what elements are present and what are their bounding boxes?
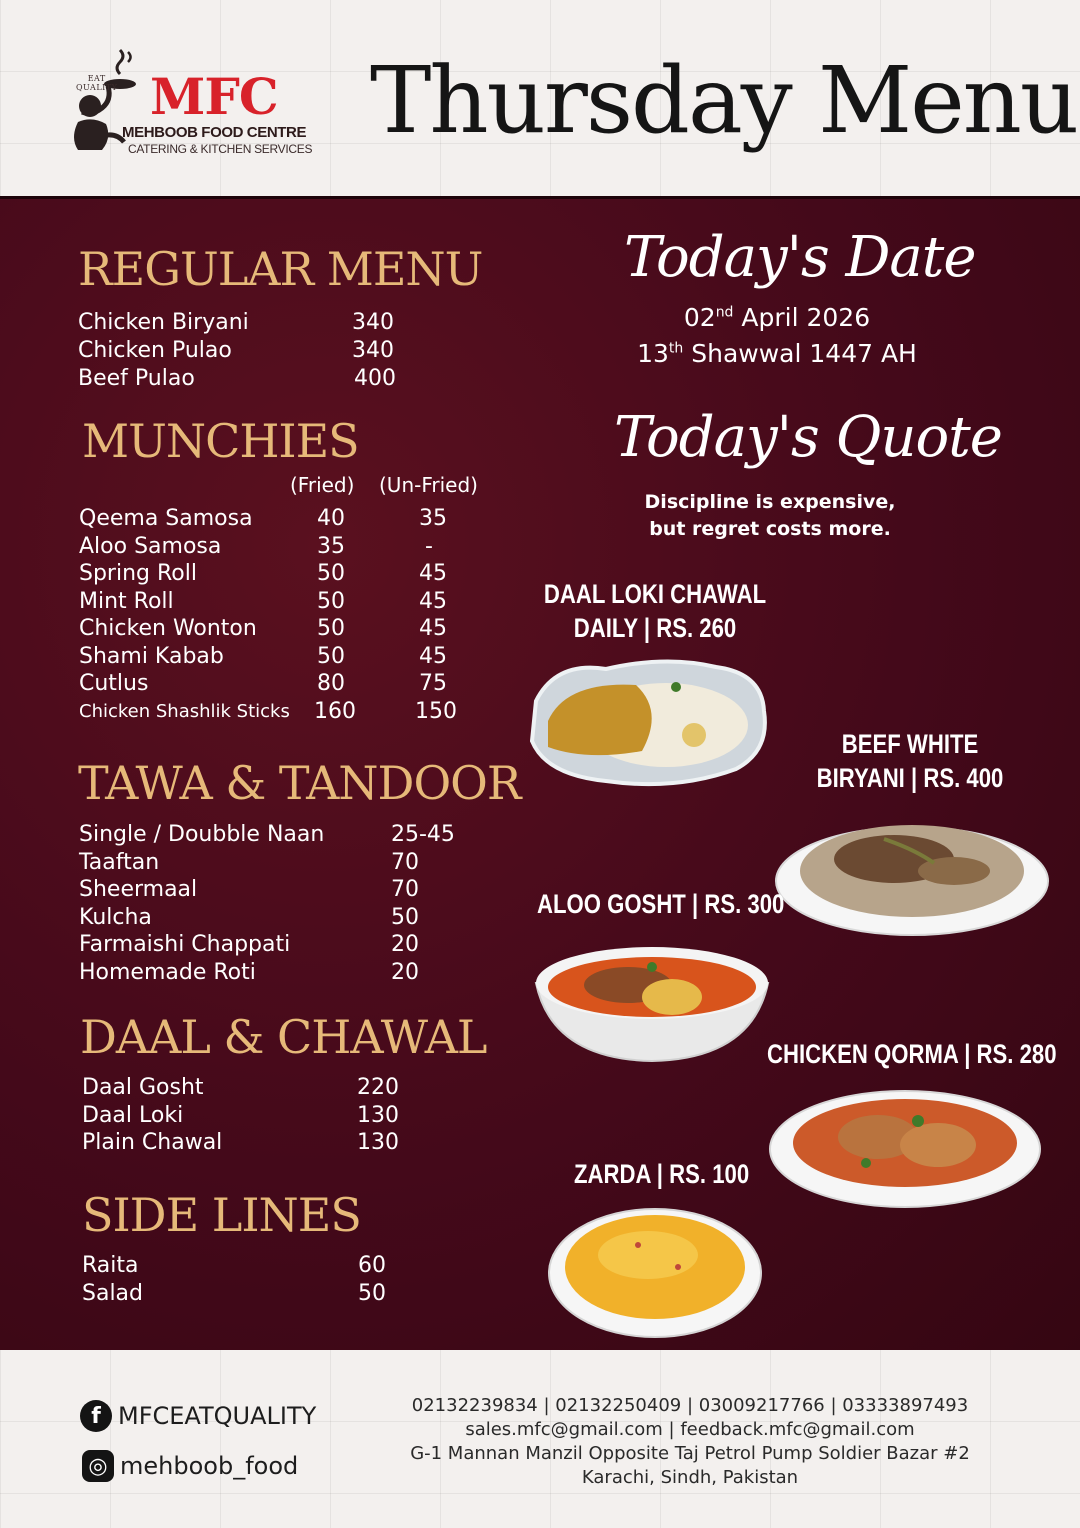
- daal-chawal-title: DAAL & CHAWAL: [80, 1010, 487, 1064]
- phone-numbers: 02132239834 | 02132250409 | 03009217766 | 03333897493: [411, 1395, 969, 1416]
- list-item: [79, 931, 559, 959]
- beef-biryani-label: [795, 727, 1025, 795]
- item-price-unfried: 45: [419, 588, 447, 614]
- item-name: Daal Gosht: [82, 1075, 204, 1100]
- chicken-qorma-dish-image: [768, 1087, 1042, 1211]
- date-month-year: April 2026: [741, 303, 871, 332]
- item-name: Chicken Biryani: [78, 310, 249, 335]
- quote-line-1: Discipline is expensive,: [644, 491, 896, 513]
- instagram-icon: ◎: [82, 1450, 114, 1482]
- contact-info: [380, 1394, 1000, 1490]
- item-price: 25-45: [391, 822, 455, 847]
- item-price-fried: 80: [317, 671, 345, 696]
- item-price-fried: 50: [317, 588, 345, 614]
- item-price: 400: [354, 366, 396, 391]
- menu-board: [0, 196, 1080, 1356]
- dish-label-line: DAAL LOKI CHAWAL: [543, 579, 767, 609]
- hijri-day: 13: [637, 339, 669, 368]
- item-price-unfried: 75: [419, 671, 447, 696]
- logo-brand: MFC: [150, 67, 278, 126]
- munchies-title: MUNCHIES: [82, 414, 359, 468]
- item-name: Farmaishi Chappati: [79, 932, 291, 958]
- item-name: Homemade Roti: [79, 960, 256, 985]
- date-day: 02: [683, 303, 716, 332]
- date-title: Today's Date: [624, 225, 976, 290]
- hijri-rest: Shawwal 1447 AH: [691, 339, 917, 368]
- date-day-suffix: nd: [715, 304, 734, 321]
- item-price-unfried: 45: [419, 561, 447, 586]
- list-item: [82, 1102, 562, 1130]
- list-item: [79, 876, 559, 904]
- item-price-fried: 35: [317, 533, 345, 559]
- item-name: Chicken Pulao: [78, 338, 232, 363]
- item-price-fried: 40: [317, 506, 345, 531]
- daal-loki-dish-image: [526, 651, 770, 791]
- address-line-2: Karachi, Sindh, Pakistan: [581, 1467, 799, 1488]
- facebook-handle-text: MFCEATQUALITY: [118, 1402, 317, 1430]
- logo-name: MEHBOOB FOOD CENTRE: [122, 124, 307, 141]
- item-price-fried: 160: [314, 698, 356, 724]
- item-price-fried: 50: [317, 561, 345, 586]
- item-name: Raita: [82, 1253, 139, 1278]
- instagram-handle-text: mehboob_food: [120, 1452, 299, 1480]
- gregorian-date: [577, 303, 977, 332]
- zarda-label: [574, 1157, 749, 1191]
- item-name: Salad: [82, 1281, 144, 1306]
- list-item: [82, 1074, 562, 1102]
- dish-label-line: ALOO GOSHT | RS. 300: [537, 889, 785, 919]
- list-item: [79, 821, 559, 849]
- dish-label-line: ZARDA | RS. 100: [574, 1159, 750, 1189]
- dish-label-line: CHICKEN QORMA | RS. 280: [767, 1039, 1057, 1069]
- logo-subtitle: CATERING & KITCHEN SERVICES: [128, 142, 313, 156]
- quote-title: Today's Quote: [614, 405, 1002, 470]
- dish-label-line: BIRYANI | RS. 400: [816, 763, 1004, 793]
- list-item: [79, 643, 559, 671]
- facebook-icon: f: [80, 1400, 112, 1432]
- item-price: 70: [391, 849, 419, 875]
- list-item: [79, 959, 559, 987]
- page-title: Thursday Menu: [370, 47, 1078, 154]
- aloo-gosht-dish-image: [532, 939, 772, 1063]
- item-price: 70: [391, 877, 419, 903]
- email-addresses: sales.mfc@gmail.com | feedback.mfc@gmail.com: [465, 1419, 915, 1440]
- mfc-logo: [62, 44, 322, 164]
- dish-label-line: DAILY | RS. 260: [573, 613, 737, 643]
- item-name: Chicken Wonton: [79, 616, 257, 641]
- beef-biryani-dish-image: [774, 809, 1050, 939]
- regular-menu-title: REGULAR MENU: [78, 242, 483, 296]
- item-name: Shami Kabab: [79, 643, 224, 669]
- list-item: [78, 337, 558, 365]
- item-price-unfried: -: [425, 533, 433, 559]
- item-price: 340: [352, 310, 394, 335]
- item-name: Qeema Samosa: [79, 506, 253, 531]
- item-price-unfried: 150: [415, 698, 457, 724]
- list-item: [82, 1129, 562, 1157]
- zarda-dish-image: [548, 1205, 762, 1339]
- list-item: [79, 588, 559, 616]
- item-name: Beef Pulao: [78, 366, 195, 391]
- address-line-1: G-1 Mannan Manzil Opposite Taj Petrol Pump Soldier Bazar #2: [410, 1443, 970, 1464]
- item-price-fried: 50: [317, 643, 345, 669]
- list-item: [79, 849, 559, 877]
- quote-line-2: but regret costs more.: [649, 518, 891, 540]
- list-item: [79, 505, 559, 533]
- list-item: [79, 560, 559, 588]
- item-name: Sheermaal: [79, 877, 198, 903]
- item-price-fried: 50: [317, 616, 345, 641]
- list-item: [79, 615, 559, 643]
- item-name: Chicken Shashlik Sticks: [79, 700, 290, 722]
- fried-column-header: (Fried): [290, 473, 355, 497]
- hijri-day-suffix: th: [668, 340, 684, 357]
- item-name: Aloo Samosa: [79, 533, 222, 559]
- chicken-qorma-label: [767, 1037, 1057, 1071]
- item-price: 60: [358, 1253, 386, 1278]
- item-price: 340: [352, 338, 394, 363]
- list-item: [79, 698, 559, 726]
- item-name: Plain Chawal: [82, 1130, 223, 1155]
- item-name: Taaftan: [79, 849, 160, 875]
- list-item: [78, 365, 558, 393]
- item-price: 20: [391, 960, 419, 985]
- quote-text: [600, 489, 940, 543]
- list-item: [82, 1252, 562, 1280]
- item-price: 20: [391, 932, 419, 958]
- list-item: [79, 533, 559, 561]
- header: [0, 0, 1080, 196]
- instagram-handle[interactable]: [82, 1450, 298, 1482]
- unfried-column-header: (Un-Fried): [379, 473, 478, 497]
- daal-loki-label: [528, 577, 782, 645]
- facebook-handle[interactable]: [80, 1400, 316, 1432]
- item-name: Kulcha: [79, 904, 152, 930]
- item-price: 50: [391, 904, 419, 930]
- list-item: [79, 904, 559, 932]
- item-price: 220: [357, 1075, 399, 1100]
- dish-label-line: BEEF WHITE: [841, 729, 979, 759]
- item-name: Mint Roll: [79, 588, 174, 614]
- footer: [0, 1350, 1080, 1528]
- item-price-unfried: 45: [419, 616, 447, 641]
- item-name: Daal Loki: [82, 1102, 184, 1128]
- tawa-tandoor-title: TAWA & TANDOOR: [78, 756, 521, 810]
- item-price-unfried: 35: [419, 506, 447, 531]
- item-price: 50: [358, 1281, 386, 1306]
- side-lines-title: SIDE LINES: [82, 1188, 361, 1242]
- item-name: Single / Doubble Naan: [79, 822, 325, 847]
- item-price: 130: [357, 1102, 399, 1128]
- item-price-unfried: 45: [419, 643, 447, 669]
- item-name: Cutlus: [79, 671, 149, 696]
- list-item: [78, 309, 558, 337]
- aloo-gosht-label: [537, 887, 784, 921]
- hijri-date: [577, 339, 977, 368]
- list-item: [79, 670, 559, 698]
- item-price: 130: [357, 1130, 399, 1155]
- list-item: [82, 1280, 562, 1308]
- logo-tagline: EAT QUALITY: [76, 74, 118, 92]
- item-name: Spring Roll: [79, 561, 197, 586]
